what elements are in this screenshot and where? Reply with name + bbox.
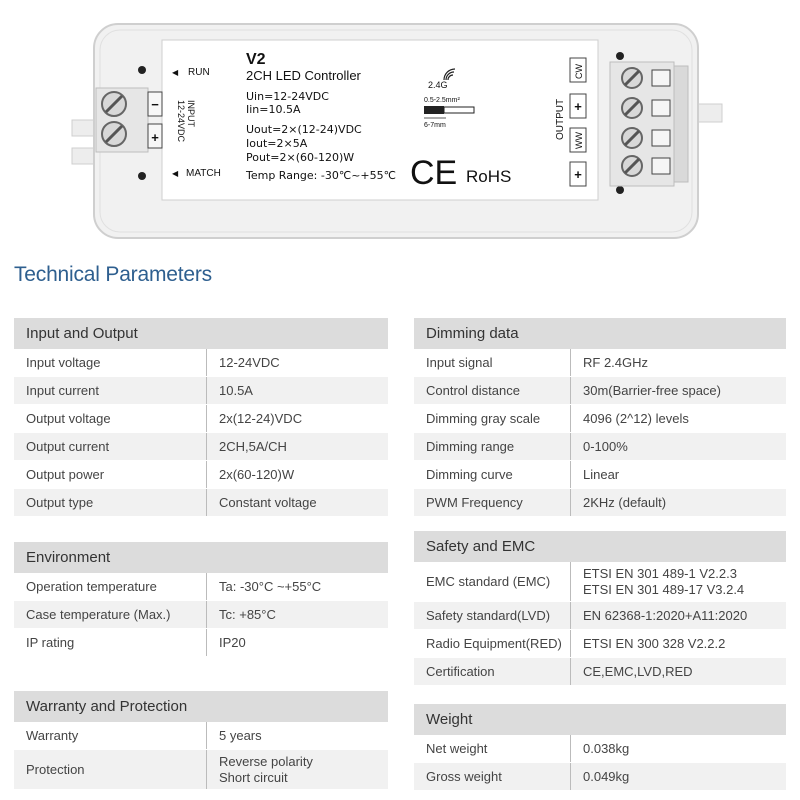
param-value: CE,EMC,LVD,RED xyxy=(570,658,782,685)
input-label: INPUT xyxy=(186,100,196,127)
input-minus-label: − xyxy=(151,97,159,112)
param-value: 2x(12-24)VDC xyxy=(206,405,384,432)
screw-hole xyxy=(616,52,624,60)
table-title: Safety and EMC xyxy=(414,531,786,562)
weight-table xyxy=(414,704,786,791)
table-row xyxy=(414,763,786,791)
rohs-label: RoHS xyxy=(466,167,512,186)
environment-table xyxy=(14,542,388,657)
output-label: OUTPUT xyxy=(555,98,566,140)
param-name: Radio Equipment(RED) xyxy=(426,636,562,651)
param-name: Output current xyxy=(26,439,110,454)
table-row xyxy=(14,629,388,657)
param-value: 4096 (2^12) levels xyxy=(570,405,782,432)
table-row xyxy=(14,573,388,601)
controller-device-illustration xyxy=(0,0,800,250)
param-value: RF 2.4GHz xyxy=(570,349,782,376)
screw-hole xyxy=(616,186,624,194)
input-voltage-label: 12-24VDC xyxy=(176,100,186,143)
output-terminal-block xyxy=(610,62,688,186)
param-name: PWM Frequency xyxy=(426,495,523,510)
warranty-table xyxy=(14,691,388,790)
table-title: Weight xyxy=(414,704,786,735)
param-value: 5 years xyxy=(206,722,384,749)
param-name: Input signal xyxy=(426,355,493,370)
param-value: 30m(Barrier-free space) xyxy=(570,377,782,404)
param-name: Case temperature (Max.) xyxy=(26,607,171,622)
screw-hole xyxy=(138,66,146,74)
table-row xyxy=(14,377,388,405)
param-value-line: ETSI EN 301 489-17 V3.2.4 xyxy=(583,581,745,597)
table-row xyxy=(414,602,786,630)
param-value: ETSI EN 300 328 V2.2.2 xyxy=(570,630,782,657)
table-row xyxy=(414,349,786,377)
table-row xyxy=(14,750,388,790)
strip-length-label: 6-7mm xyxy=(424,122,446,129)
table-row xyxy=(414,658,786,686)
param-name: Safety standard(LVD) xyxy=(426,608,551,623)
param-name: Input voltage xyxy=(26,355,101,370)
param-name: Dimming curve xyxy=(426,467,513,482)
table-row xyxy=(414,562,786,602)
param-value: 0-100% xyxy=(570,433,782,460)
table-row xyxy=(14,461,388,489)
out-terminal-label: CW xyxy=(574,64,584,79)
run-label: RUN xyxy=(188,67,210,78)
param-value-line: Short circuit xyxy=(219,769,288,785)
table-row xyxy=(14,722,388,750)
table-row xyxy=(414,377,786,405)
rf-label: 2.4G xyxy=(428,80,448,90)
run-arrow-icon: ◀ xyxy=(172,68,179,77)
param-value: 2KHz (default) xyxy=(570,489,782,516)
table-title: Dimming data xyxy=(414,318,786,349)
table-row xyxy=(414,405,786,433)
param-value: 2CH,5A/CH xyxy=(206,433,384,460)
spec-line: Temp Range: -30℃~+55℃ xyxy=(246,169,396,182)
param-value-line: Reverse polarity xyxy=(219,753,313,769)
param-name: Input current xyxy=(26,383,99,398)
table-row xyxy=(14,349,388,377)
table-row xyxy=(14,405,388,433)
input-plus-label: + xyxy=(151,130,159,145)
param-value: IP20 xyxy=(206,629,384,656)
match-arrow-icon: ◀ xyxy=(172,169,179,178)
param-name: Protection xyxy=(26,762,85,777)
param-value-line: ETSI EN 301 489-1 V2.2.3 xyxy=(583,565,737,581)
param-value: Tc: +85°C xyxy=(206,601,384,628)
param-name: Output power xyxy=(26,467,105,482)
param-name: Operation temperature xyxy=(26,579,157,594)
param-name: Output type xyxy=(26,495,94,510)
param-value: Ta: -30°C ~+55°C xyxy=(206,573,384,600)
param-value: 0.038kg xyxy=(570,735,782,762)
table-row xyxy=(414,461,786,489)
param-value: 2x(60-120)W xyxy=(206,461,384,488)
param-value xyxy=(206,750,384,789)
table-row xyxy=(414,489,786,517)
page-title: Technical Parameters xyxy=(14,263,212,286)
out-terminal-label: + xyxy=(574,99,582,114)
param-name: Warranty xyxy=(26,728,79,743)
param-value xyxy=(570,562,782,601)
safety-emc-table xyxy=(414,531,786,686)
param-value: 10.5A xyxy=(206,377,384,404)
spec-line: Pout=2×(60-120)W xyxy=(246,151,355,164)
table-title: Warranty and Protection xyxy=(14,691,388,722)
param-value: 12-24VDC xyxy=(206,349,384,376)
table-row xyxy=(14,489,388,517)
table-row xyxy=(14,433,388,461)
param-name: IP rating xyxy=(26,635,75,650)
spec-line: Uin=12-24VDC xyxy=(246,90,329,103)
out-terminal-label: + xyxy=(574,167,582,182)
param-name: Certification xyxy=(426,664,495,679)
device-name: 2CH LED Controller xyxy=(246,68,361,83)
param-name: Dimming gray scale xyxy=(426,411,541,426)
out-terminal-label: WW xyxy=(574,132,584,149)
param-name: Gross weight xyxy=(426,769,502,784)
param-name: Control distance xyxy=(426,383,520,398)
screw-hole xyxy=(138,172,146,180)
param-name: Net weight xyxy=(426,741,488,756)
table-row xyxy=(14,601,388,629)
spec-line: Iin=10.5A xyxy=(246,103,301,116)
table-title: Environment xyxy=(14,542,388,573)
table-row xyxy=(414,630,786,658)
table-title: Input and Output xyxy=(14,318,388,349)
spec-line: Iout=2×5A xyxy=(246,137,308,150)
wire-spec-label: 0.5-2.5mm² xyxy=(424,97,460,104)
param-value: 0.049kg xyxy=(570,763,782,790)
input-output-table xyxy=(14,318,388,517)
device-model: V2 xyxy=(246,51,266,68)
param-value: EN 62368-1:2020+A11:2020 xyxy=(570,602,782,629)
param-name: Dimming range xyxy=(426,439,515,454)
ce-mark-icon: CE xyxy=(410,154,458,192)
param-value: Constant voltage xyxy=(206,489,384,516)
match-label: MATCH xyxy=(186,168,221,179)
param-value: Linear xyxy=(570,461,782,488)
spec-line: Uout=2×(12-24)VDC xyxy=(246,123,362,136)
param-name: Output voltage xyxy=(26,411,111,426)
param-name: EMC standard (EMC) xyxy=(426,574,551,589)
dimming-table xyxy=(414,318,786,517)
table-row xyxy=(414,433,786,461)
table-row xyxy=(414,735,786,763)
